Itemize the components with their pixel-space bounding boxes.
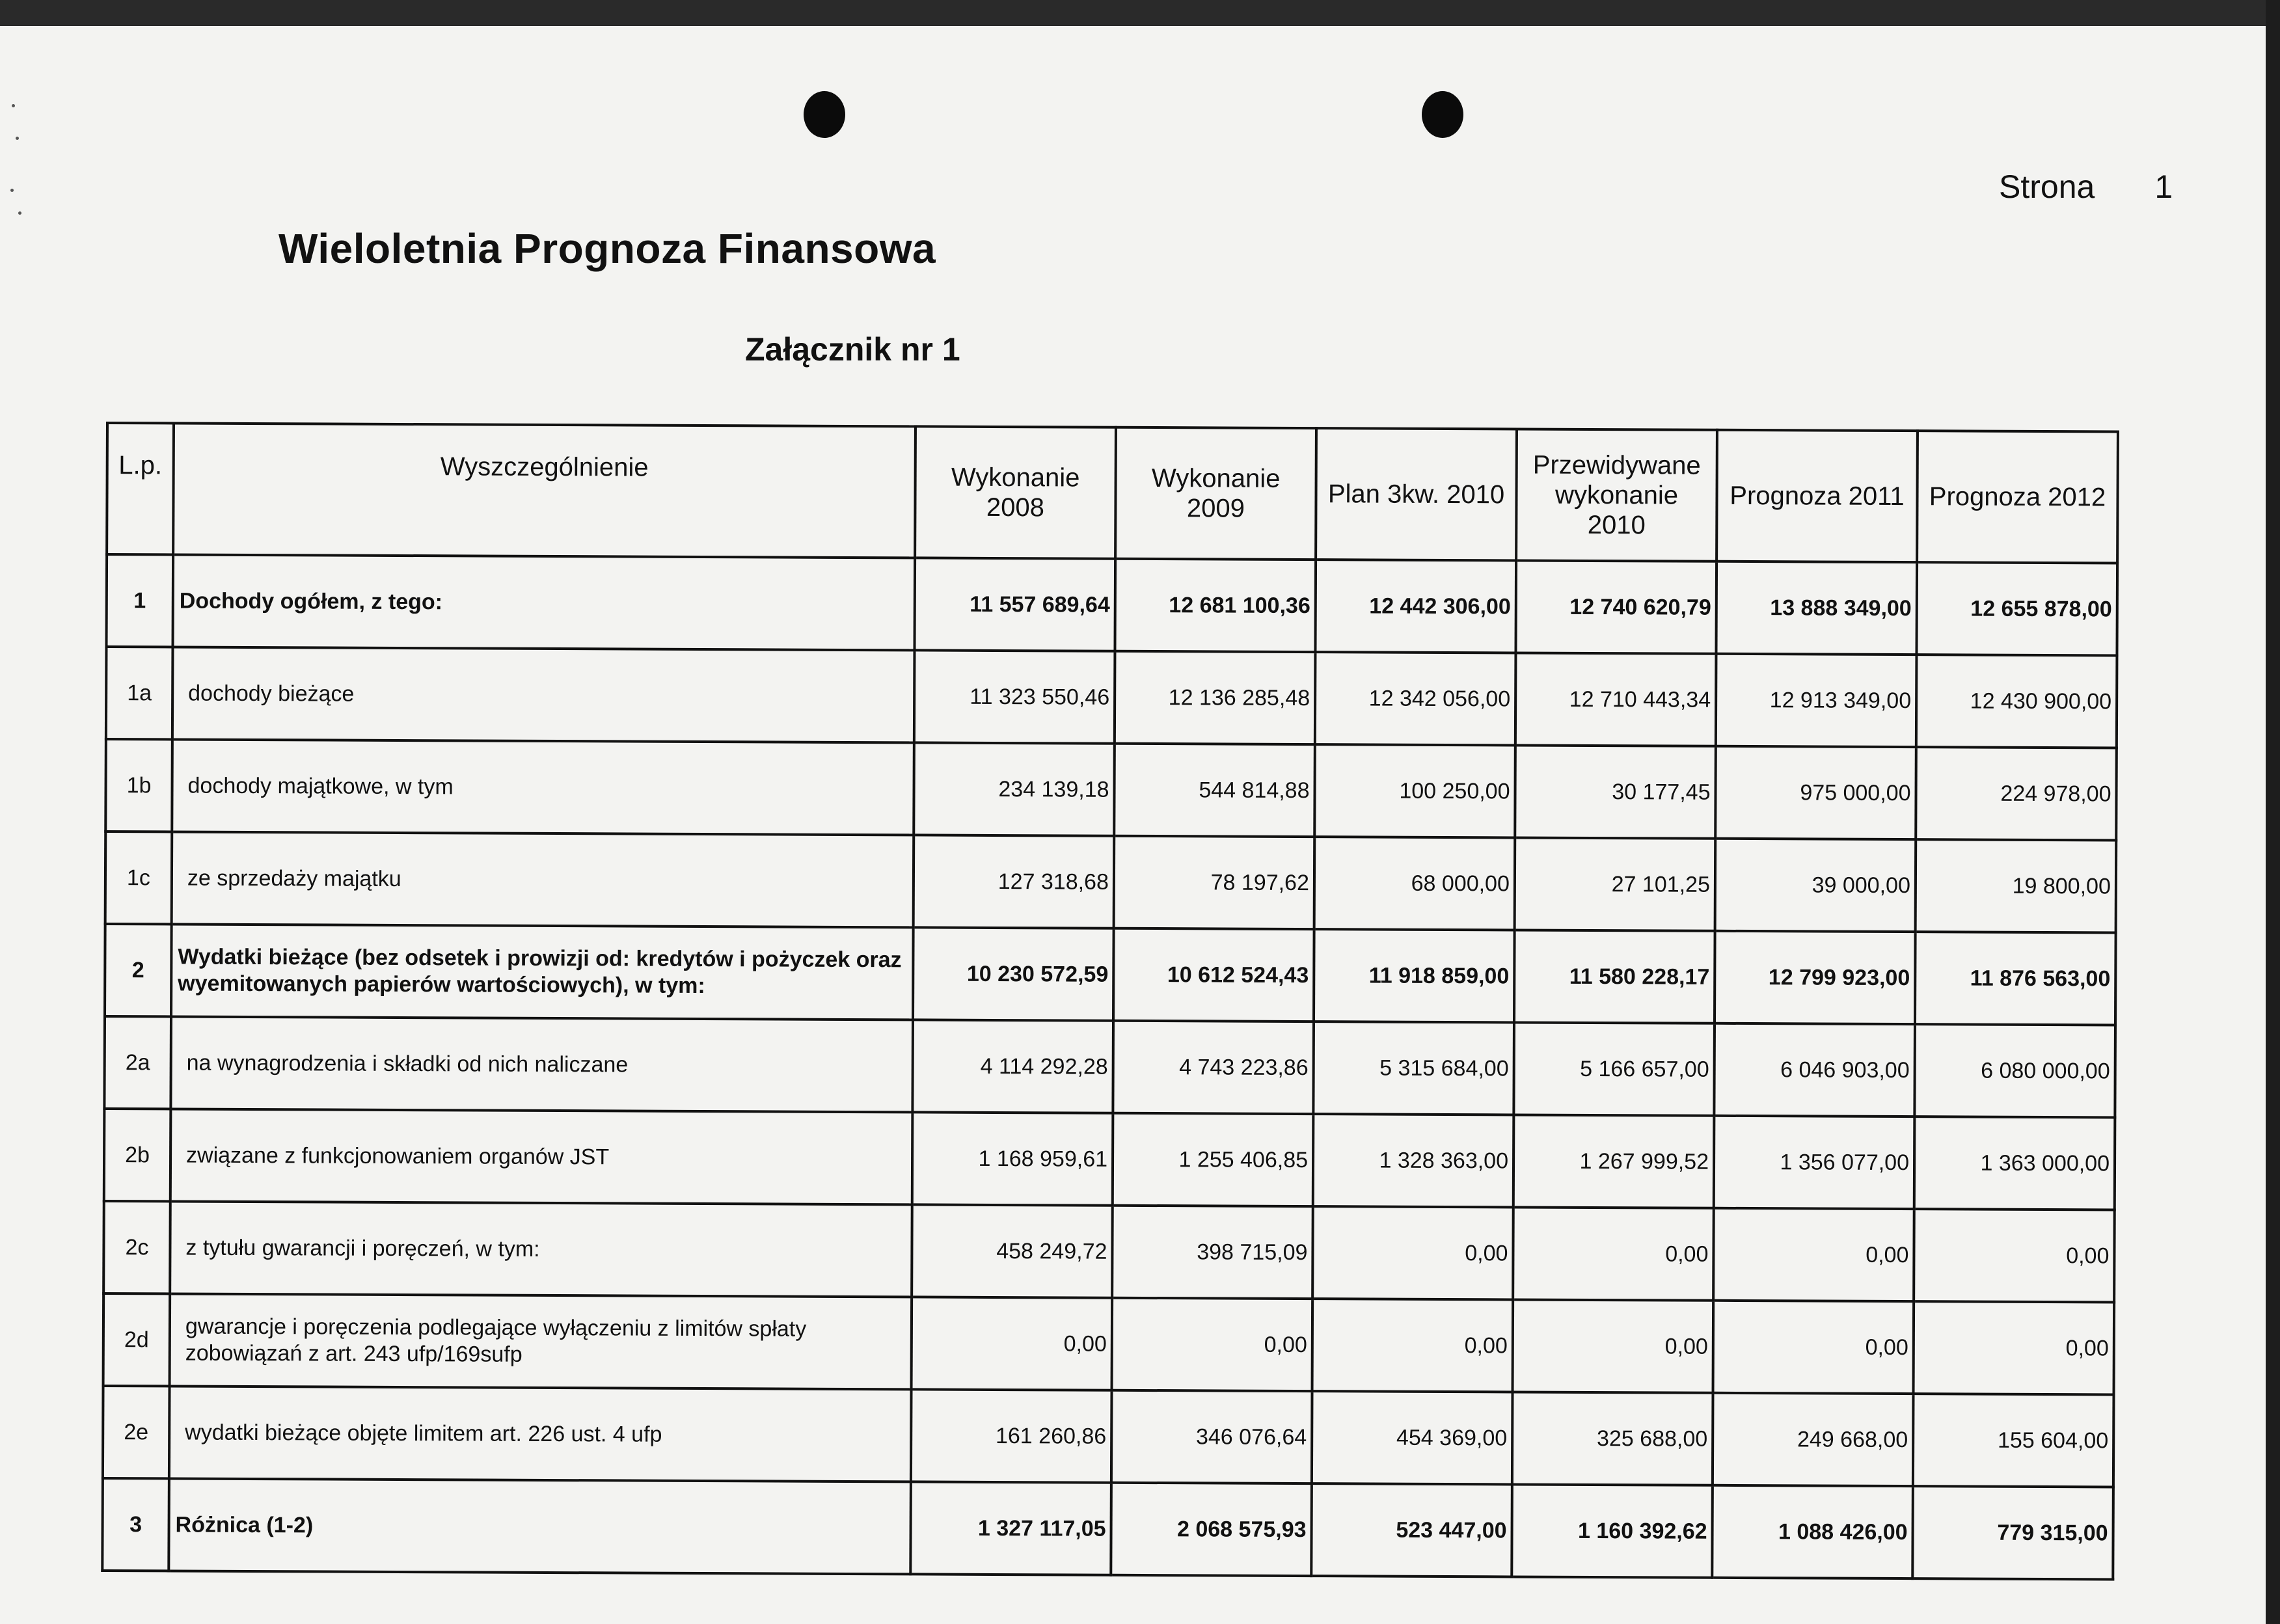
row-lp: 2e xyxy=(103,1386,170,1478)
table-row xyxy=(103,1201,2115,1302)
table-row xyxy=(103,1293,2115,1394)
row-value: 68 000,00 xyxy=(1314,837,1515,930)
row-value: 0,00 xyxy=(912,1297,1113,1390)
row-value: 1 328 363,00 xyxy=(1313,1114,1514,1207)
table-row xyxy=(106,554,2117,655)
row-value: 454 369,00 xyxy=(1312,1391,1513,1484)
row-value: 12 710 443,34 xyxy=(1515,653,1717,746)
scan-edge xyxy=(2266,0,2280,1624)
header-col: Przewidywane wykonanie 2010 xyxy=(1516,429,1717,561)
row-description: gwarancje i poręczenia podlegające wyłączeniu z limitów spłaty zobowiązań z art. 243 ufp/169sufp xyxy=(170,1293,912,1389)
header-lp: L.p. xyxy=(107,423,174,554)
row-description: na wynagrodzenia i składki od nich naliczane xyxy=(170,1016,913,1112)
forecast-table xyxy=(101,422,2119,1580)
row-lp: 1b xyxy=(105,739,172,832)
row-value: 12 681 100,36 xyxy=(1115,559,1316,652)
row-value: 0,00 xyxy=(1914,1301,2115,1394)
row-value: 12 342 056,00 xyxy=(1315,652,1516,745)
row-value: 975 000,00 xyxy=(1715,746,1916,839)
header-col: Wykonanie 2009 xyxy=(1115,427,1316,560)
row-value: 2 068 575,93 xyxy=(1111,1483,1312,1576)
row-value: 0,00 xyxy=(1513,1299,1714,1392)
row-value: 12 799 923,00 xyxy=(1715,931,1916,1024)
row-value: 5 166 657,00 xyxy=(1513,1022,1715,1115)
document-subtitle: Załącznik nr 1 xyxy=(745,331,960,368)
row-value: 11 918 859,00 xyxy=(1314,929,1515,1022)
row-value: 544 814,88 xyxy=(1114,744,1315,837)
row-value: 1 160 392,62 xyxy=(1512,1484,1713,1577)
row-description: związane z funkcjonowaniem organów JST xyxy=(170,1109,913,1204)
row-value: 155 604,00 xyxy=(1913,1394,2114,1487)
header-col: Wykonanie 2008 xyxy=(915,426,1116,558)
table-row xyxy=(102,1478,2113,1579)
row-value: 0,00 xyxy=(1312,1299,1513,1392)
row-value: 1 168 959,61 xyxy=(912,1112,1113,1205)
row-value: 10 612 524,43 xyxy=(1113,928,1314,1022)
row-value: 234 139,18 xyxy=(914,742,1115,835)
row-value: 161 260,86 xyxy=(911,1389,1112,1482)
table-row xyxy=(104,1016,2115,1117)
row-value: 78 197,62 xyxy=(1114,836,1315,929)
row-value: 30 177,45 xyxy=(1515,745,1716,838)
row-lp: 3 xyxy=(102,1478,169,1571)
table-row xyxy=(104,1109,2115,1210)
row-value: 1 356 077,00 xyxy=(1714,1116,1915,1209)
row-value: 398 715,09 xyxy=(1112,1206,1313,1299)
row-value: 100 250,00 xyxy=(1314,744,1515,837)
row-value: 325 688,00 xyxy=(1512,1392,1713,1485)
row-description: Różnica (1-2) xyxy=(169,1478,911,1574)
row-value: 523 447,00 xyxy=(1311,1483,1512,1577)
row-value: 224 978,00 xyxy=(1916,747,2117,840)
row-description: dochody majątkowe, w tym xyxy=(172,739,914,835)
row-value: 4 743 223,86 xyxy=(1113,1021,1314,1114)
row-value: 458 249,72 xyxy=(912,1204,1113,1297)
row-value: 11 323 550,46 xyxy=(914,650,1115,743)
header-description: Wyszczególnienie xyxy=(173,423,916,558)
row-value: 11 580 228,17 xyxy=(1514,930,1715,1023)
row-value: 12 136 285,48 xyxy=(1115,651,1316,744)
table-row xyxy=(105,739,2117,840)
row-lp: 2c xyxy=(103,1201,170,1293)
row-value: 0,00 xyxy=(1513,1207,1714,1300)
row-value: 0,00 xyxy=(1713,1208,1914,1301)
table-row xyxy=(103,1386,2114,1487)
row-value: 12 740 620,79 xyxy=(1515,560,1717,653)
row-value: 5 315 684,00 xyxy=(1313,1022,1514,1115)
row-value: 1 255 406,85 xyxy=(1113,1113,1314,1206)
row-value: 10 230 572,59 xyxy=(913,927,1114,1020)
punch-hole xyxy=(1422,91,1463,138)
row-value: 12 913 349,00 xyxy=(1716,654,1917,747)
table-row xyxy=(105,924,2116,1025)
row-value: 1 088 426,00 xyxy=(1712,1485,1913,1578)
row-value: 127 318,68 xyxy=(914,835,1115,928)
page-label: Strona xyxy=(1999,169,2095,205)
row-description: dochody bieżące xyxy=(172,647,915,742)
row-value: 1 363 000,00 xyxy=(1914,1116,2115,1210)
table-body xyxy=(102,554,2117,1579)
row-value: 1 327 117,05 xyxy=(910,1482,1111,1575)
row-value: 27 101,25 xyxy=(1515,837,1716,930)
row-lp: 1c xyxy=(105,832,172,924)
row-value: 779 315,00 xyxy=(1912,1486,2113,1579)
row-value: 12 442 306,00 xyxy=(1315,560,1516,653)
page-number xyxy=(1999,168,2173,206)
row-value: 249 668,00 xyxy=(1713,1393,1914,1486)
row-value: 6 046 903,00 xyxy=(1714,1023,1915,1116)
row-value: 0,00 xyxy=(1914,1209,2115,1302)
row-lp: 2a xyxy=(104,1016,171,1109)
row-value: 11 557 689,64 xyxy=(914,558,1115,651)
page-number-value: 1 xyxy=(2154,169,2173,205)
row-value: 346 076,64 xyxy=(1111,1390,1312,1483)
staple-marks xyxy=(9,98,29,228)
row-description: ze sprzedaży majątku xyxy=(172,832,914,927)
row-value: 0,00 xyxy=(1713,1301,1914,1394)
row-lp: 2d xyxy=(103,1293,170,1386)
row-description: Dochody ogółem, z tego: xyxy=(172,554,915,650)
row-value: 19 800,00 xyxy=(1916,839,2117,932)
table-row xyxy=(106,647,2117,748)
row-value: 11 876 563,00 xyxy=(1915,932,2116,1025)
row-value: 4 114 292,28 xyxy=(912,1020,1113,1113)
row-lp: 1 xyxy=(106,554,173,647)
row-description: wydatki bieżące objęte limitem art. 226 ust. 4 ufp xyxy=(169,1386,912,1482)
table-row xyxy=(105,832,2117,932)
row-lp: 2 xyxy=(105,924,172,1016)
row-value: 0,00 xyxy=(1112,1298,1313,1391)
row-value: 0,00 xyxy=(1312,1206,1513,1299)
row-value: 13 888 349,00 xyxy=(1716,562,1917,655)
table-header-row xyxy=(107,423,2118,563)
row-description: z tytułu gwarancji i poręczeń, w tym: xyxy=(170,1201,912,1297)
row-value: 1 267 999,52 xyxy=(1513,1115,1715,1208)
row-value: 12 430 900,00 xyxy=(1916,655,2117,748)
header-col: Prognoza 2012 xyxy=(1917,431,2118,563)
header-col: Plan 3kw. 2010 xyxy=(1316,428,1517,560)
row-value: 12 655 878,00 xyxy=(1916,562,2117,655)
row-value: 39 000,00 xyxy=(1715,839,1916,932)
row-description: Wydatki bieżące (bez odsetek i prowizji od: kredytów i pożyczek oraz wyemitowanych papierów wartościowych), w tym: xyxy=(171,924,914,1020)
row-value: 6 080 000,00 xyxy=(1914,1024,2115,1117)
row-lp: 1a xyxy=(106,647,173,739)
punch-hole xyxy=(804,91,845,138)
document-title: Wieloletnia Prognoza Finansowa xyxy=(278,225,936,272)
header-col: Prognoza 2011 xyxy=(1717,430,1918,562)
row-lp: 2b xyxy=(104,1109,171,1201)
